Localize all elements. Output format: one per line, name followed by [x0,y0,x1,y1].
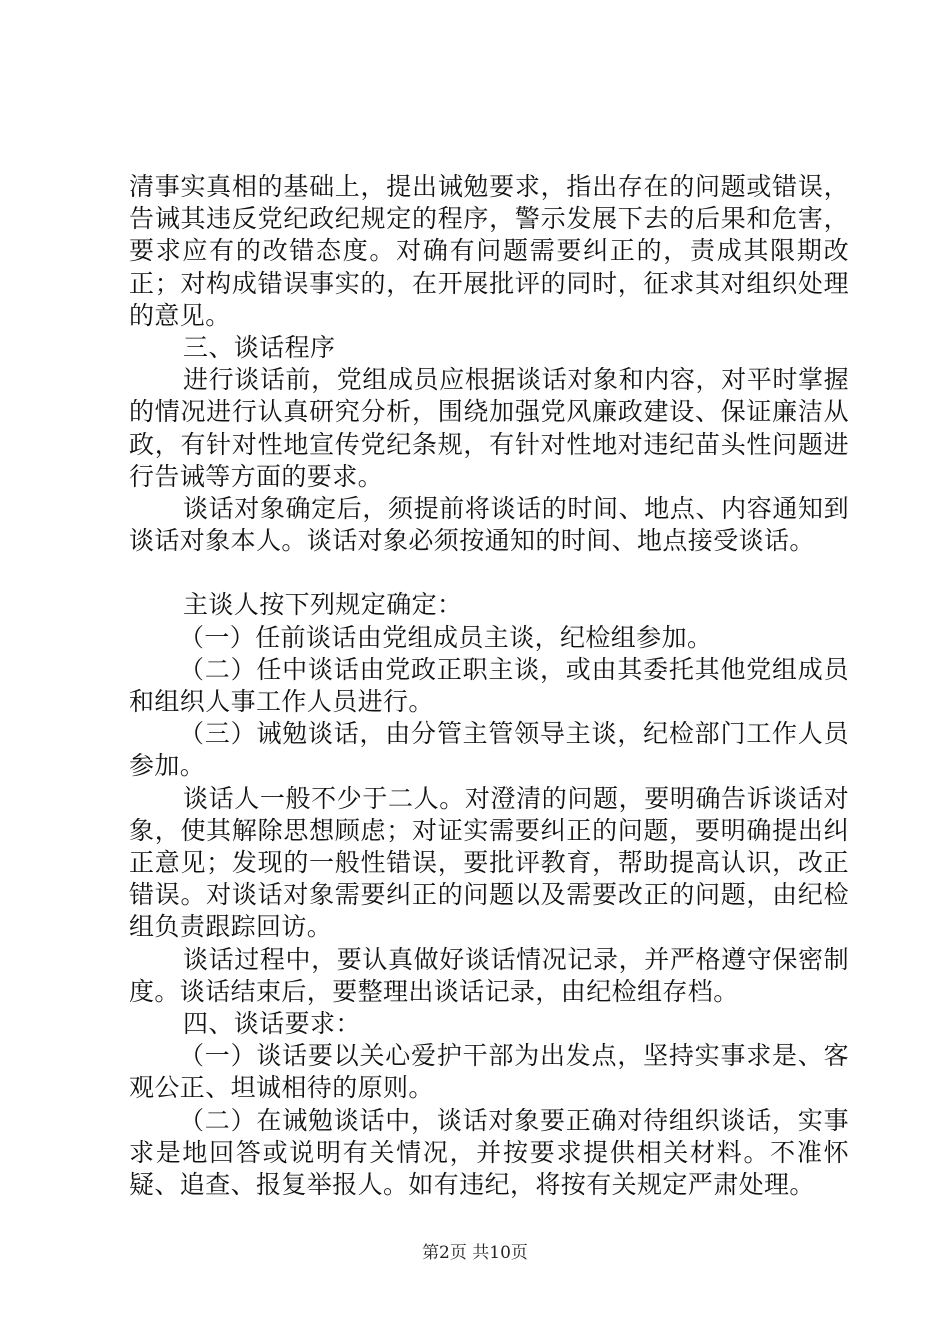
page-number-footer: 第2页 共10页 [422,1243,528,1263]
paragraph: 进行谈话前，党组成员应根据谈话对象和内容，对平时掌握的情况进行认真研究分析，围绕加强党风廉政建设、保证廉洁从政，有针对性地宣传党纪条规，有针对性地对违纪苗头性问题进行告诫等方面的要求。 [129,365,849,491]
paragraph: 谈话人一般不少于二人。对澄清的问题，要明确告诉谈话对象，使其解除思想顾虑；对证实需要纠正的问题，要明确提出纠正意见；发现的一般性错误，要批评教育，帮助提高认识，改正错误。对谈话对象需要纠正的问题以及需要改正的问题，由纪检组负责跟踪回访。 [129,783,849,942]
paragraph-gap [129,557,849,589]
paragraph-continuation: 清事实真相的基础上，提出诫勉要求，指出存在的问题或错误，告诫其违反党纪政纪规定的程序，警示发展下去的后果和危害，要求应有的改错态度。对确有问题需要纠正的，责成其限期改正；对构成错误事实的，在开展批评的同时，征求其对组织处理的意见。 [129,172,849,330]
document-body [129,171,849,1201]
list-item: （一）任前谈话由党组成员主谈，纪检组参加。 [179,622,713,652]
list-item: （二）任中谈话由党政正职主谈，或由其委托其他党组成员和组织人事工作人员进行。 [129,654,849,717]
paragraph: 主谈人按下列规定确定： [183,590,463,620]
paragraph: 谈话对象确定后，须提前将谈话的时间、地点、内容通知到谈话对象本人。谈话对象必须按通知的时间、地点接受谈话。 [129,494,849,556]
section-heading-requirements: 四、谈话要求： [183,1009,361,1039]
list-item: （二）在诫勉谈话中，谈话对象要正确对待组织谈话，实事求是地回答或说明有关情况，并按要求提供相关材料。不准怀疑、追查、报复举报人。如有违纪，将按有关规定严肃处理。 [129,1105,849,1200]
paragraph: 谈话过程中，要认真做好谈话情况记录，并严格遵守保密制度。谈话结束后，要整理出谈话记录，由纪检组存档。 [129,944,849,1006]
section-heading-procedure: 三、谈话程序 [183,333,336,363]
list-item: （一）谈话要以关心爱护干部为出发点，坚持实事求是、客观公正、坦诚相待的原则。 [129,1041,849,1103]
list-item: （三）诫勉谈话，由分管主管领导主谈，纪检部门工作人员参加。 [129,719,849,781]
